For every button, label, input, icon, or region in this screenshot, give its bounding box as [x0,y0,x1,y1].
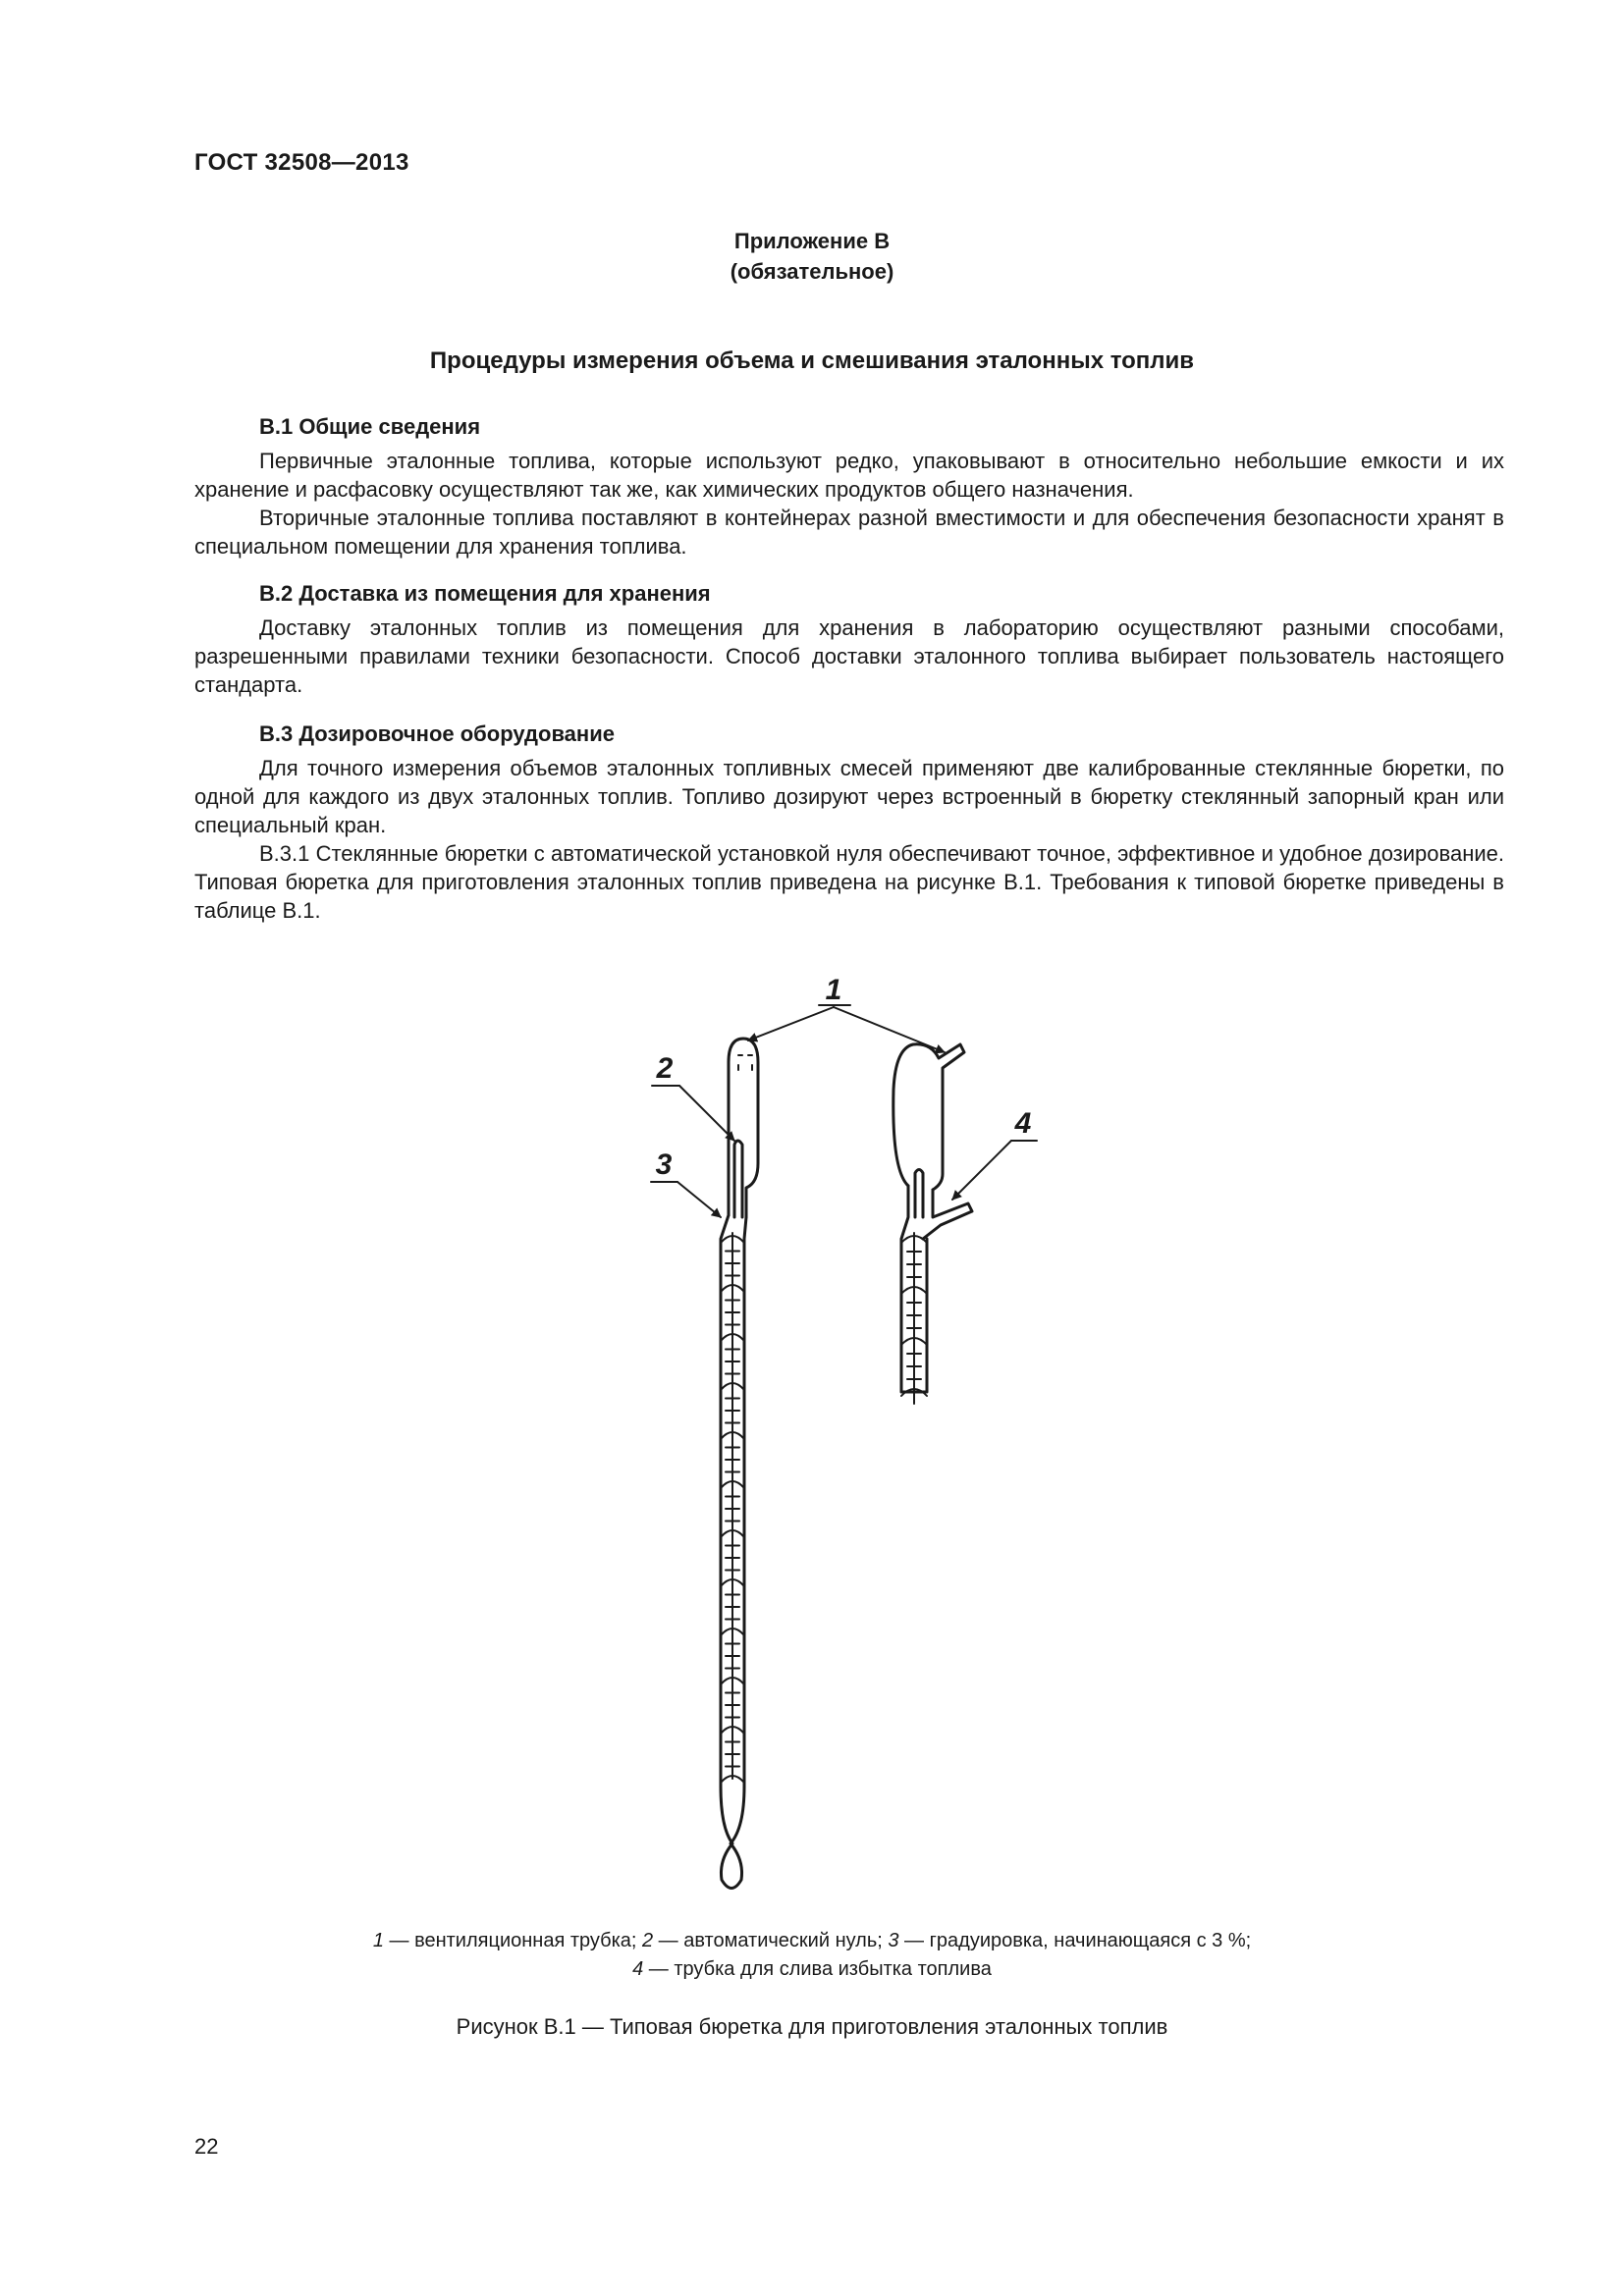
burette-short [893,1044,972,1404]
callout-3 [651,1148,721,1217]
legend-number: 2 [642,1930,654,1951]
section-b3 [194,720,1504,925]
graduation-scale [901,1233,927,1396]
graduation-scale [721,1233,744,1783]
legend-number: 3 [888,1930,899,1951]
section-heading: В.3 Дозировочное оборудование [259,721,615,746]
figure-caption: Рисунок В.1 — Типовая бюретка для приготовления эталонных топлив [456,2014,1168,2039]
paragraph: Для точного измерения объемов эталонных топливных смесей применяют две калиброванные стеклянные бюретки, по одной для каждого из двух эталонных топлив. Топливо дозируют через встроенный в бюретку стеклянный запорный кран или специальный кран. [194,756,1504,837]
annex-title: Процедуры измерения объема и смешивания эталонных топлив [429,347,1195,374]
burette-short-bulb [893,1044,964,1190]
legend-number: 4 [632,1958,644,1980]
page-number: 22 [194,2134,219,2159]
legend-line-1 [0,1927,1624,1955]
legend-line-2 [0,1955,1624,1984]
figure-legend [0,1927,1624,1984]
section-heading: В.2 Доставка из помещения для хранения [259,581,711,606]
section-heading: В.1 Общие сведения [259,414,481,439]
legend-text: — градуировка, начинающаяся с 3 %; [898,1930,1252,1951]
auto-zero-tip [915,1170,923,1218]
document-code-header: ГОСТ 32508—2013 [194,149,409,176]
callout-2 [652,1052,734,1141]
legend-text: — автоматический нуль; [653,1930,889,1951]
callout-1 [748,974,945,1052]
callout-label: 1 [825,974,842,1006]
paragraph: В.3.1 Стеклянные бюретки с автоматической установкой нуля обеспечивают точное, эффективное и удобное дозирование. Типовая бюретка для приготовления эталонных топлив приведена на рисунке В.1. Требования к типовой бюретке приведены в таблице В.1. [194,841,1504,923]
burette-figure [550,967,1100,1909]
legend-text: — вентиляционная трубка; [383,1930,642,1951]
annex-heading [0,226,1624,287]
callout-label: 2 [656,1052,674,1085]
paragraph: Первичные эталонные топлива, которые используют редко, упаковывают в относительно небольшие емкости и их хранение и расфасовку осуществляют так же, как химических продуктов общего назначения. [194,449,1504,502]
callout-label: 4 [1014,1107,1032,1140]
vent-marks [738,1055,752,1070]
legend-number: 1 [372,1930,384,1951]
annex-status: (обязательное) [730,259,894,284]
legend-text: — трубка для слива избытка топлива [643,1958,992,1980]
paragraph: Доставку эталонных топлив из помещения для хранения в лабораторию осуществляют разными способами, разрешенными правилами техники безопасности. Способ доставки эталонного топлива выбирает пользователь настоящего стандарта. [194,615,1504,697]
annex-label: Приложение В [733,229,891,253]
paragraph: Вторичные эталонные топлива поставляют в контейнерах разной вместимости и для обеспечения безопасности хранят в специальном помещении для хранения топлива. [194,506,1504,559]
section-b1 [194,412,1504,561]
section-b2 [194,579,1504,699]
overflow-tube [923,1190,972,1239]
auto-zero-tip [734,1141,742,1217]
callout-4 [952,1107,1037,1200]
burette-long [721,1039,758,1889]
callout-label: 3 [655,1148,673,1181]
